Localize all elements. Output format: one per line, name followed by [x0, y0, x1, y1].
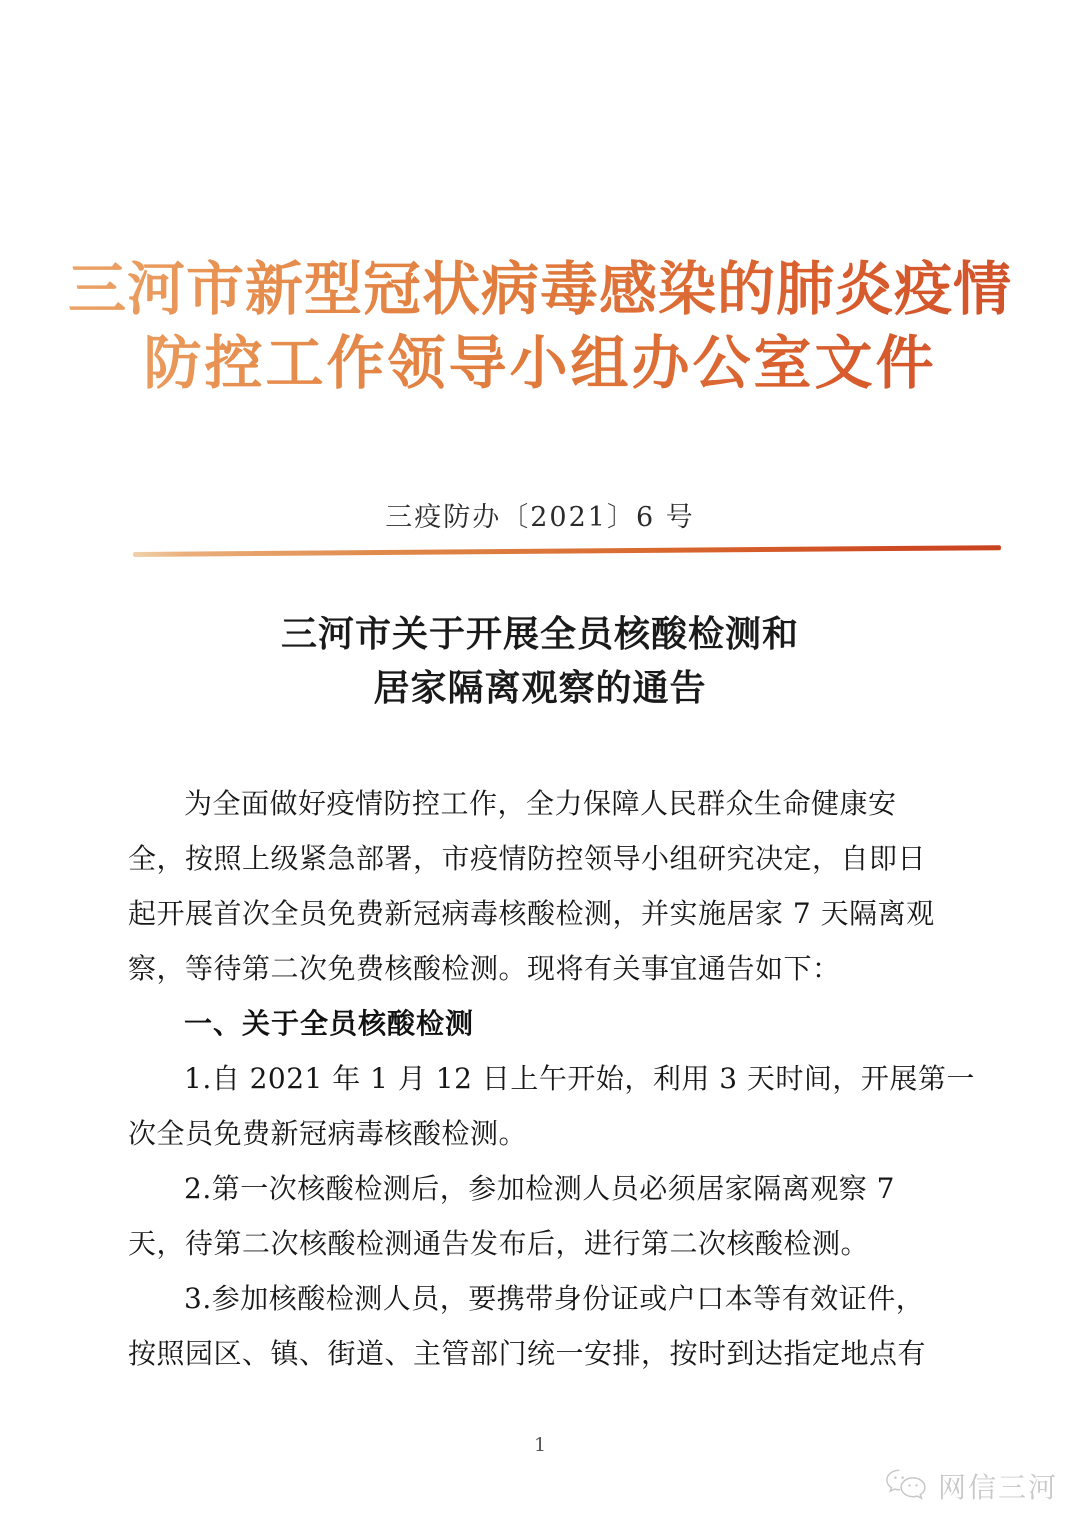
section-heading-1: 一、关于全员核酸检测: [184, 1007, 475, 1040]
wechat-icon: [883, 1467, 929, 1505]
masthead-line-1: 三河市新型冠状病毒感染的肺炎疫情: [0, 252, 1080, 326]
body-line: 天，待第二次核酸检测通告发布后，进行第二次核酸检测。: [128, 1227, 870, 1260]
item-3-paragraph: [128, 1271, 956, 1381]
body-line: 1.自 2021 年 1 月 12 日上午开始，利用 3 天时间，开展第一: [184, 1062, 975, 1095]
document-body: [128, 776, 975, 1381]
red-separator-rule: [133, 545, 1001, 557]
body-line: 2.第一次核酸检测后，参加检测人员必须居家隔离观察 7: [184, 1172, 895, 1205]
item-1-paragraph: [128, 1051, 975, 1161]
body-line: 次全员免费新冠病毒核酸检测。: [128, 1117, 528, 1150]
page-title-line-1: 三河市关于开展全员核酸检测和: [280, 614, 799, 655]
body-line: 察，等待第二次免费核酸检测。现将有关事宜通告如下：: [128, 952, 841, 985]
watermark-badge: [883, 1466, 1058, 1506]
body-line: 3.参加核酸检测人员，要携带身份证或户口本等有效证件，: [184, 1282, 925, 1315]
body-line: 为全面做好疫情防控工作，全力保障人民群众生命健康安: [184, 787, 897, 820]
masthead-line-2: 防控工作领导小组办公室文件: [0, 326, 1080, 400]
intro-paragraph: [128, 776, 956, 996]
page-title-line-2: 居家隔离观察的通告: [373, 668, 707, 709]
document-number: 三疫防办〔2021〕6 号: [385, 502, 695, 533]
body-line: 起开展首次全员免费新冠病毒核酸检测，并实施居家 7 天隔离观: [128, 897, 935, 930]
item-2-paragraph: [128, 1161, 956, 1271]
page-number: 1: [533, 1434, 547, 1456]
body-line: 按照园区、镇、街道、主管部门统一安排，按时到达指定地点有: [128, 1337, 927, 1370]
page-title: [0, 608, 1080, 716]
body-line: 全，按照上级紧急部署，市疫情防控领导小组研究决定，自即日: [128, 842, 927, 875]
masthead: [0, 252, 1080, 400]
watermark-label: 网信三河: [937, 1471, 1058, 1504]
